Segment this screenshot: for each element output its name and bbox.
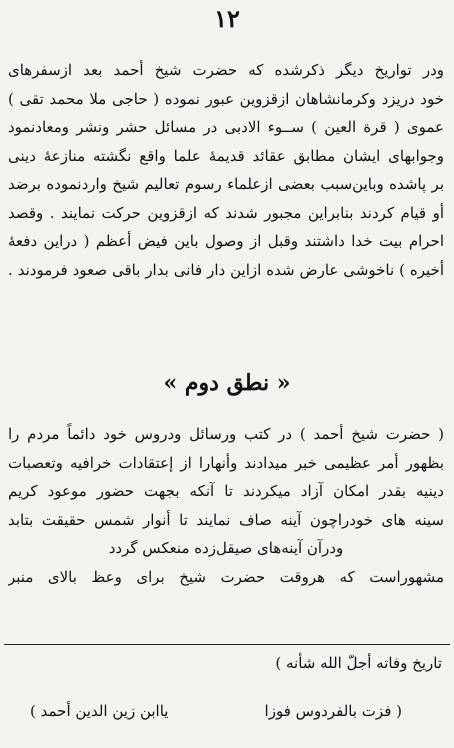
text-line: مشهوراست که هروقت حضرت شیخ برای وعظ بالای منبر	[8, 567, 444, 586]
paragraph-history	[8, 56, 444, 284]
text-line: وجوابهای ایشان مطابق عقائد قدیمهٔ علما واقع نگشته منازعهٔ دینی	[8, 146, 444, 165]
text-line: ودر تواریخ دیگر ذکرشده که حضرت شیخ أحمد بعد ازسفرهای	[8, 61, 444, 79]
text-line: خود دریزد وکرمانشاهان ازقزوین عبور نموده ( حاجی ملا محمد تقی )	[8, 89, 444, 108]
verse-part: ( فزت بالفردوس فوزا	[264, 702, 402, 720]
text-line: أخیره ) ناخوشی عارض شده ازاین دار فانی بدار باقی صعود فرمودند .	[8, 260, 444, 279]
text-line: أو قیام کردند بنابراین مجبور شدند که ازقزوین حرکت نمایند . وقصد	[8, 203, 444, 222]
footnote-verse	[10, 698, 442, 724]
text-line: دینیه بقدر امکان آزاد میکردند تا آنکه بجهت حضور موعود کریم	[8, 482, 444, 500]
footnote-title: تاریخ وفاته أجلّ الله شأنه )	[275, 654, 442, 672]
text-line: سینه های خودراچون آینه صاف نمایند تا أنوار شمس حقیقت بتابد	[8, 510, 444, 529]
footnote-divider	[4, 644, 450, 645]
text-line: ودرآن آینه‌های صیقل‌زده منعکس گردد	[108, 539, 344, 557]
page-number: ۱۲	[214, 4, 240, 33]
paragraph-second-discourse	[8, 420, 444, 591]
text-line: عموی ( قرة العین ) ســوء الادبی در مسائل حشر ونشر ومعادنمود	[8, 118, 444, 136]
text-line: بظهور أمر عظیمی خبر میدادند وأنهارا از إعتقادات خرافیه وتعصبات	[8, 453, 444, 472]
text-line: بر پاشده وباین‌سبب بعضی ازعلماء رسوم تعالیم شیخ واردنموده برضد	[8, 175, 444, 193]
text-line: ( حضرت شیخ أحمد ) در کتب ورسائل ودروس خود دائماً مردم را	[8, 425, 444, 443]
section-heading: « نطق دوم »	[163, 370, 291, 396]
text-line: احرام بیت خدا داشتند وقبل از وصول باین فیض أعظم ( دراین دفعهٔ	[8, 232, 444, 250]
verse-part: یاابن زین الدین أحمد )	[30, 702, 169, 720]
